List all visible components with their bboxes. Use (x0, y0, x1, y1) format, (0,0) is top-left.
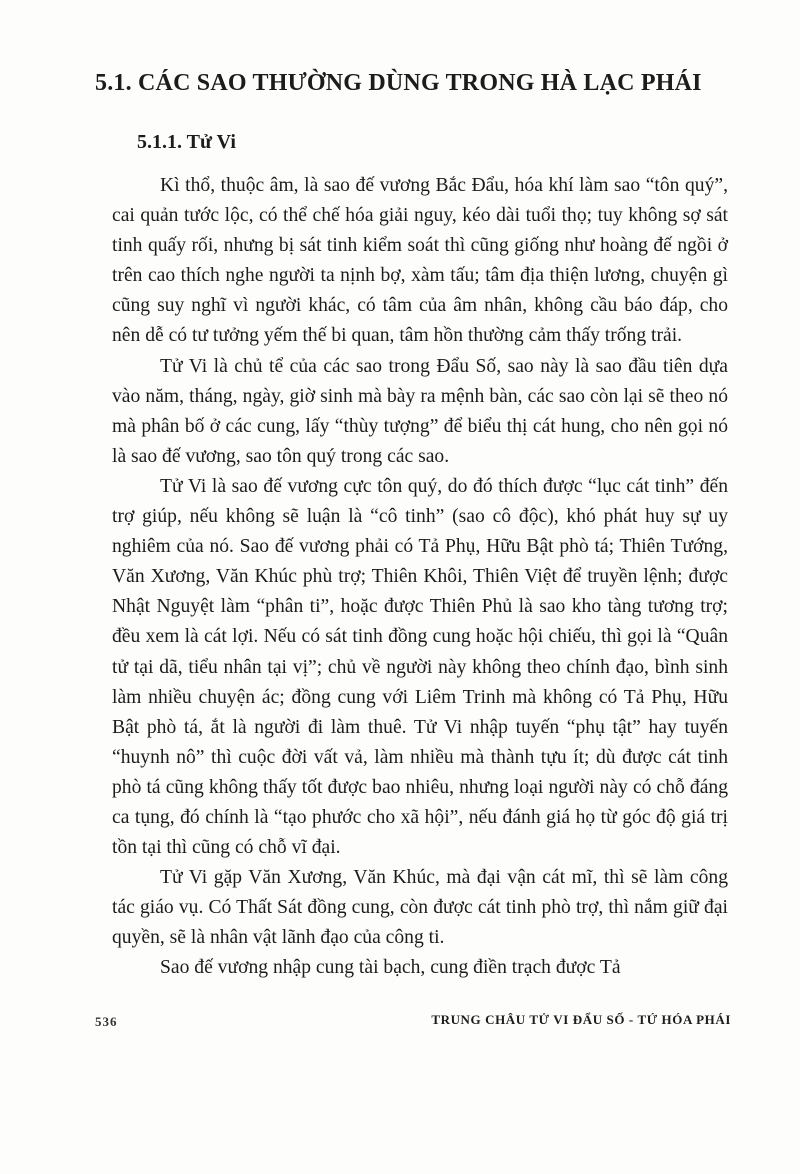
running-head: TRUNG CHÂU TỬ VI ĐẨU SỐ - TỨ HÓA PHÁI (431, 1012, 731, 1027)
body-text (112, 171, 728, 984)
subsection-title: 5.1.1. Tử Vi (137, 131, 236, 153)
paragraph: Tử Vi là sao đế vương cực tôn quý, do đó thích được “lục cát tinh” đến trợ giúp, nếu không sẽ luận là “cô tinh” (sao cô độc), khó phát huy sự uy nghiêm của nó. Sao đế vương phải có Tả Phụ, Hữu Bật phò tá; Thiên Tướng, Văn Xương, Văn Khúc phù trợ; Thiên Khôi, Thiên Việt để truyền lệnh; được Nhật Nguyệt làm “phân ti”, hoặc được Thiên Phủ là sao kho tàng tương trợ; đều xem là cát lợi. Nếu có sát tinh đồng cung hoặc hội chiếu, thì gọi là “Quân tử tại dã, tiểu nhân tại vị”; chủ về người này không theo chính đạo, bình sinh làm nhiều chuyện ác; đồng cung với Liêm Trinh mà không có Tả Phụ, Hữu Bật phò tá, ắt là người đi làm thuê. Tử Vi nhập tuyến “phụ tật” hay tuyến “huynh nô” thì cuộc đời vất vả, làm nhiều mà thành tựu ít; dù được cát tinh phò tá cũng không thấy tốt được bao nhiêu, nhưng loại người này có chỗ đáng ca tụng, đó chính là “tạo phước cho xã hội”, nếu đánh giá họ từ góc độ giá trị tồn tại thì cũng có chỗ vĩ đại. (112, 475, 728, 859)
page-number: 536 (95, 1014, 118, 1029)
section-title: 5.1. CÁC SAO THƯỜNG DÙNG TRONG HÀ LẠC PHÁI (95, 70, 702, 96)
paragraph: Kì thổ, thuộc âm, là sao đế vương Bắc Đẩu, hóa khí làm sao “tôn quý”, cai quản tước lộc, có thể chế hóa giải nguy, kéo dài tuổi thọ; tuy không sợ sát tinh quấy rối, nhưng bị sát tinh kiểm soát thì cũng giống như hoàng đế ngồi ở trên cao thích nghe người ta nịnh bợ, xàm tấu; tâm địa thiện lương, chuyện gì cũng suy nghĩ vì người khác, có tâm của âm nhân, không cầu báo đáp, cho nên dễ có tư tưởng yếm thế bi quan, tâm hồn thường cảm thấy trống trải. (112, 175, 728, 347)
paragraph: Sao đế vương nhập cung tài bạch, cung điền trạch được Tả (160, 957, 621, 979)
paragraph: Tử Vi là chủ tể của các sao trong Đẩu Số, sao này là sao đầu tiên dựa vào năm, tháng, ngày, giờ sinh mà bày ra mệnh bàn, các sao còn lại sẽ theo nó mà phân bố ở các cung, lấy “thùy tượng” để biểu thị cát hung, cho nên gọi nó là sao đế vương, sao tôn quý trong các sao. (112, 355, 728, 467)
page-footer (95, 1012, 731, 1032)
paragraph: Tử Vi gặp Văn Xương, Văn Khúc, mà đại vận cát mĩ, thì sẽ làm công tác giáo vụ. Có Thất Sát đồng cung, còn được cát tinh phò trợ, thì nắm giữ đại quyền, sẽ là nhân vật lãnh đạo của công ti. (112, 867, 728, 949)
